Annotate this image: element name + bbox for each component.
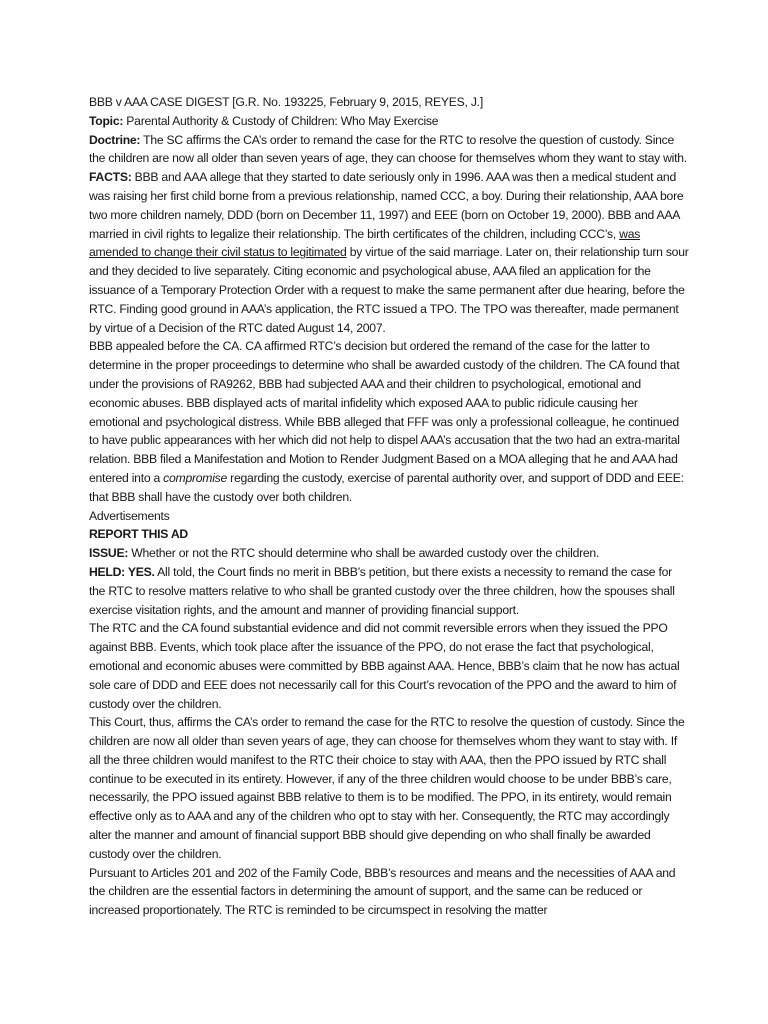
facts-text: BBB and AAA allege that they started to date seriously only in 1996. AAA was then a medical student and was raising her first child borne from a previous relationship, named CCC, a boy. During their relationship, AAA bore two more children namely, DDD (born on December 11, 1997) and EEE (born on October 19, 2000). BBB and AAA married in civil rights to legalize their relationship. The birth certificates of the children, including CCC’s, xyxy=(89,170,684,241)
issue-paragraph xyxy=(89,544,689,563)
appeal-italic-text: compromise xyxy=(163,470,228,485)
held-text: All told, the Court finds no merit in BBB’s petition, but there exists a necessity to remand the case for the RTC to resolve matters relative to who shall be granted custody over the three children, how the spouses shall exercise visitation rights, and the amount and manner of providing financial support. xyxy=(89,564,675,617)
appeal-text: BBB appealed before the CA. CA affirmed RTC’s decision but ordered the remand of the case for the latter to determine in the proper proceedings to determine who shall be awarded custody of the children. The CA found that under the provisions of RA9262, BBB had subjected AAA and their children to psychological, emotional and economic abuses. BBB displayed acts of marital infidelity which exposed AAA to public ridicule causing her emotional and psychological distress. While BBB alleged that FFF was only a professional colleague, he continued to have public appearances with her which did not help to dispel AAA’s accusation that the two had an extra-marital relation. BBB filed a Manifestation and Motion to Render Judgment Based on a MOA alleging that he and AAA had entered into a xyxy=(89,339,680,485)
topic-text: Parental Authority & Custody of Children: Who May Exercise xyxy=(123,113,439,128)
ruling-paragraph-2: This Court, thus, affirms the CA’s order to remand the case for the RTC to resolve the question of custody. Since the children are now all older than seven years of age, they can choose for themselves whom they want to stay with. If all the three children would manifest to the RTC their choice to stay with AAA, then the PPO issued by RTC shall continue to be executed in its entirety. However, if any of the three children would choose to be under BBB’s care, necessarily, the PPO issued against BBB relative to them is to be modified. The PPO, in its entirety, would remain effective only as to AAA and any of the children who opt to stay with her. Consequently, the RTC may accordingly alter the manner and amount of financial support BBB should give depending on who shall finally be awarded custody over the children. xyxy=(89,715,685,861)
doctrine-label: Doctrine: xyxy=(89,132,141,147)
document-page xyxy=(89,93,689,920)
facts-label: FACTS: xyxy=(89,170,132,185)
held-paragraph xyxy=(89,563,689,619)
issue-text: Whether or not the RTC should determine who shall be awarded custody over the children. xyxy=(128,546,600,561)
appeal-paragraph xyxy=(89,337,689,506)
case-title: BBB v AAA CASE DIGEST [G.R. No. 193225, February 9, 2015, REYES, J.] xyxy=(89,95,483,109)
issue-label: ISSUE: xyxy=(89,546,129,561)
appeal-text-continued: regarding the custody, exercise of parental authority over, and support of DDD and EEE: that BBB shall have the custody over both children. xyxy=(89,470,684,504)
doctrine-text: The SC affirms the CA’s order to remand the case for the RTC to resolve the question of custody. Since the children are now all older than seven years of age, they can choose for themselves whom they want to stay with. xyxy=(89,132,687,166)
facts-paragraph xyxy=(89,168,689,337)
ruling-paragraph-1: The RTC and the CA found substantial evidence and did not commit reversible errors when they issued the PPO against BBB. Events, which took place after the issuance of the PPO, do not erase the fact that psychological, emotional and economic abuses were committed by BBB against AAA. Hence, BBB’s claim that he now has actual sole care of DDD and EEE does not necessarily call for this Court’s revocation of the PPO and the award to him of custody over the children. xyxy=(89,621,680,711)
facts-underlined-text: was amended to change their civil status to legitimated xyxy=(89,226,641,260)
advertisements-label: Advertisements xyxy=(89,508,170,523)
report-ad-link[interactable]: REPORT THIS AD xyxy=(89,527,188,542)
doctrine-paragraph xyxy=(89,131,689,169)
topic-paragraph xyxy=(89,112,689,131)
topic-label: Topic: xyxy=(89,113,124,128)
ruling-paragraph-3: Pursuant to Articles 201 and 202 of the Family Code, BBB’s resources and means and the necessities of AAA and the children are the essential factors in determining the amount of support, and the same can be reduced or increased proportionately. The RTC is reminded to be circumspect in resolving the matter xyxy=(89,865,676,918)
facts-text-continued: by virtue of the said marriage. Later on, their relationship turn sour and they decided to live separately. Citing economic and psychological abuse, AAA filed an application for the issuance of a Temporary Protection Order with a request to make the same permanent after due hearing, before the RTC. Finding good ground in AAA’s application, the RTC issued a TPO. The TPO was thereafter, made permanent by virtue of a Decision of the RTC dated August 14, 2007. xyxy=(89,245,689,335)
held-label: HELD: YES. xyxy=(89,564,155,579)
